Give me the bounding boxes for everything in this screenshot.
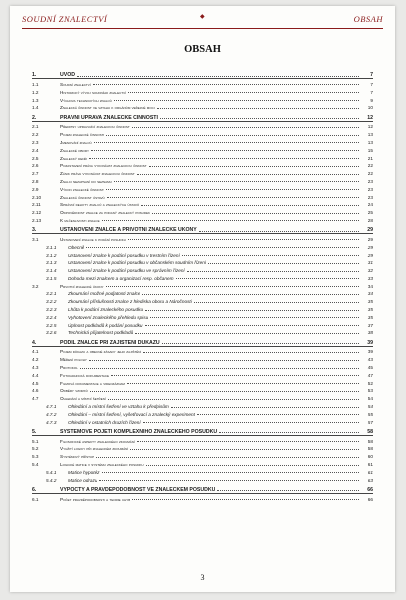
toc-entry-page: 7 (370, 72, 373, 79)
toc-entry-title: Znalci nezapsaní do seznamu (60, 178, 112, 184)
toc-leader-dots (89, 157, 359, 159)
toc-entry-number: 3.1.5 (46, 275, 57, 281)
toc-entry-page: 63 (367, 477, 373, 483)
toc-section-row (32, 207, 373, 215)
toc-section-row (32, 129, 373, 137)
toc-leader-dots (108, 398, 359, 400)
toc-subsection-row (32, 258, 373, 266)
toc-entry-page: 53 (367, 388, 373, 394)
toc-entry-page: 29 (367, 236, 373, 242)
toc-section-row (32, 494, 373, 502)
header-right-title: OBSAH (353, 14, 383, 24)
toc-entry-title: Využití logiky při znaleckém zkoumání (60, 446, 129, 452)
toc-entry-page: 13 (367, 139, 373, 145)
toc-leader-dots (91, 149, 359, 151)
toc-entry-title: Odběry vzorků (60, 388, 88, 394)
toc-entry-page: 57 (367, 419, 373, 425)
toc-entry-title: Soudní znalectví (60, 81, 91, 87)
toc-entry-page: 7 (370, 89, 373, 95)
toc-entry-number: 3.1.1 (46, 244, 57, 250)
toc-entry-number: 3.2.2 (46, 299, 57, 305)
toc-leader-dots (157, 107, 359, 109)
toc-entry-page: 47 (367, 372, 373, 378)
toc-entry-page: 22 (367, 163, 373, 169)
toc-entry-page: 32 (367, 268, 373, 274)
toc-section-row (32, 362, 373, 370)
toc-leader-dots (135, 332, 359, 334)
toc-leader-dots (137, 173, 359, 175)
toc-entry-number: 1.2 (32, 89, 39, 95)
toc-entry-title: Správní delikty znalců a znaleckých ústavů (60, 202, 140, 208)
toc-section-row (32, 192, 373, 200)
toc-entry-title: Zkoumání možné podjatosti znalce (68, 291, 141, 297)
toc-leader-dots (90, 390, 359, 392)
toc-entry-title: Znalecké obory (60, 147, 89, 153)
toc-section-row (32, 459, 373, 467)
toc-entry-number: 5.2 (32, 446, 39, 452)
toc-entry-title: Pojem znalecké činnosti (60, 132, 105, 138)
toc-entry-number: 5.4 (32, 462, 39, 467)
toc-leader-dots (106, 285, 359, 287)
toc-entry-title: Zánik práva vykonávat znaleckou činnost (60, 171, 135, 177)
toc-subsection-row (32, 296, 373, 304)
toc-subsection-row (32, 250, 373, 258)
toc-entry-page: 15 (367, 147, 373, 153)
toc-entry-page: 28 (367, 217, 373, 223)
toc-entry-number: 4.7 (32, 396, 39, 402)
toc-subsection-row (32, 475, 373, 483)
toc-leader-dots (106, 188, 359, 190)
toc-section-row (32, 79, 373, 87)
toc-entry-title: Filmová dokumentace a videozáznam (60, 380, 125, 386)
toc-entry-page: 23 (367, 178, 373, 184)
toc-entry-title: Protokol (60, 365, 78, 371)
toc-entry-title: Dohoda mezi znalcem a organizací resp. občanem (68, 275, 174, 281)
toc-section-row (32, 137, 373, 145)
toc-chapter-row (32, 225, 373, 235)
toc-leader-dots (219, 431, 359, 433)
toc-leader-dots (89, 359, 359, 361)
toc-entry-title: SYSTÉMOVÉ POJETÍ KOMPLEXNÍHO ZNALECKÉHO POSUDKU (60, 428, 218, 435)
toc-subsection-row (32, 409, 373, 417)
toc-entry-number: 3.2.4 (46, 314, 57, 320)
toc-subsection-row (32, 304, 373, 312)
toc-entry-title: Znalecký deník (60, 155, 88, 161)
toc-entry-number: 2.7 (32, 171, 39, 177)
toc-entry-page: 33 (367, 275, 373, 281)
toc-entry-page: 39 (367, 349, 373, 355)
toc-entry-number: 2.12 (32, 210, 42, 216)
toc-leader-dots (141, 204, 359, 206)
toc-entry-page: 38 (367, 330, 373, 336)
toc-section-row (32, 161, 373, 169)
toc-entry-page: 55 (367, 411, 373, 417)
toc-leader-dots (150, 316, 359, 318)
toc-leader-dots (114, 180, 359, 182)
toc-subsection-row (32, 328, 373, 336)
toc-section-row (32, 87, 373, 95)
toc-entry-number: 5.3 (32, 454, 39, 460)
toc-entry-title: Ohledání – místní šetření, vyšetřovací a znalecký experiment (68, 411, 195, 417)
toc-entry-number: 4.7.2 (46, 411, 57, 417)
toc-leader-dots (77, 75, 359, 77)
toc-entry-title: Úplnost podkladů k podání posudku (68, 322, 143, 328)
toc-entry-title: Matice hypotéz (68, 469, 100, 475)
toc-section-row (32, 451, 373, 459)
toc-entry-title: Výkon znalecké činnosti (60, 186, 105, 192)
toc-entry-number: 4.4 (32, 372, 39, 378)
toc-entry-title: Lhůta k podání znaleckého posudku (68, 307, 144, 313)
toc-entry-number: 2.1 (32, 124, 39, 130)
toc-chapter-row (32, 426, 373, 436)
toc-entry-number: 1.4 (32, 105, 39, 111)
toc-leader-dots (102, 219, 359, 221)
toc-entry-page: 45 (367, 365, 373, 371)
toc-entry-number: 2.13 (32, 217, 42, 223)
toc-chapter-row (32, 484, 373, 494)
toc-entry-title: Znalecká činnost ústavů (60, 194, 105, 200)
toc-entry-number: 4.1 (32, 349, 39, 355)
toc-entry-number: 2.10 (32, 194, 42, 200)
toc-leader-dots (176, 277, 359, 279)
toc-section-row (32, 215, 373, 223)
toc-entry-title: Měření polohy (60, 357, 87, 363)
toc-leader-dots (182, 254, 359, 256)
toc-entry-number: 4.7.1 (46, 404, 57, 410)
toc-entry-number: 5.4.2 (46, 477, 57, 483)
toc-entry-number: 6.1 (32, 496, 39, 502)
toc-entry-title: Znalecká činnost ve vztahu k orgánům veřejné moci (60, 105, 155, 111)
toc-entry-number: 1.3 (32, 97, 39, 103)
toc-entry-page: 12 (367, 114, 373, 121)
toc-entry-number: 4.6 (32, 388, 39, 394)
toc-section-row (32, 444, 373, 452)
toc-entry-page: 29 (367, 244, 373, 250)
toc-section-row (32, 281, 373, 289)
toc-section-row (32, 145, 373, 153)
toc-entry-number: 4.7.3 (46, 419, 57, 425)
toc-entry-page: 21 (367, 155, 373, 161)
toc-entry-number: 3.2 (32, 283, 39, 289)
page-number: 3 (200, 573, 205, 582)
toc-leader-dots (132, 498, 359, 500)
toc-entry-number: 4.2 (32, 357, 39, 363)
toc-entry-number: 3.2.5 (46, 322, 57, 328)
toc-chapter-row (32, 337, 373, 347)
toc-subsection-row (32, 320, 373, 328)
toc-leader-dots (145, 324, 359, 326)
toc-section-row (32, 354, 373, 362)
toc-section-row (32, 378, 373, 386)
toc-entry-page: 31 (367, 260, 373, 266)
toc-leader-dots (127, 382, 359, 384)
toc-entry-page: 39 (367, 339, 373, 346)
toc-entry-page: 60 (367, 454, 373, 460)
toc-entry-title: Ustanovení znalce k podání posudku (60, 236, 126, 242)
toc-leader-dots (86, 246, 359, 248)
toc-leader-dots (199, 230, 359, 232)
toc-leader-dots (143, 421, 359, 423)
toc-leader-dots (162, 342, 359, 344)
toc-leader-dots (80, 367, 359, 369)
toc-leader-dots (99, 479, 359, 481)
toc-entry-page: 58 (367, 438, 373, 444)
toc-entry-number: 2.2 (32, 132, 39, 138)
toc-entry-page: 35 (367, 299, 373, 305)
toc-entry-page: 52 (367, 380, 373, 386)
toc-subsection-row (32, 265, 373, 273)
toc-entry-number: 3.2.1 (46, 291, 57, 297)
toc-entry-title: PODÍL ZNALCE PŘI ZAJIŠTĚNÍ DŮKAZU (60, 339, 160, 346)
toc-entry-page: 35 (367, 314, 373, 320)
toc-leader-dots (132, 126, 359, 128)
toc-entry-number: 3.1 (32, 236, 39, 242)
toc-entry-title: Technická přijatelnost podkladů (68, 330, 134, 336)
toc-entry-title: Obecně (68, 244, 85, 250)
toc-entry-page: 7 (370, 81, 373, 87)
toc-entry-title: Předpisy upravující znaleckou činnost (60, 124, 130, 130)
toc-entry-number: 1.1 (32, 81, 39, 87)
toc-entry-page: 43 (367, 357, 373, 363)
header-ornament-icon: ◆ (199, 14, 206, 20)
toc-leader-dots (130, 448, 359, 450)
toc-subsection-row (32, 401, 373, 409)
toc-leader-dots (152, 212, 359, 214)
toc-entry-title: Fotografická dokumentace (60, 372, 110, 378)
toc-section-row (32, 393, 373, 401)
toc-section-row (32, 176, 373, 184)
toc-leader-dots (114, 99, 359, 101)
page-title: OBSAH (184, 44, 221, 55)
toc-entry-title: Ustanovení znalce k podání posudku ve správním řízení (68, 268, 185, 274)
toc-entry-page: 58 (367, 428, 373, 435)
toc-entry-page: 23 (367, 194, 373, 200)
document-page (10, 6, 395, 592)
toc-entry-number: 5.4.1 (46, 469, 57, 475)
toc-leader-dots (145, 309, 359, 311)
toc-entry-number: 3.1.4 (46, 268, 57, 274)
toc-entry-number: 2.5 (32, 155, 39, 161)
toc-section-row (32, 200, 373, 208)
toc-entry-title: Odpovědnost znalce za podaný znalecký posudek (60, 210, 151, 216)
toc-entry-number: 2.6 (32, 163, 39, 169)
toc-entry-number: 2.9 (32, 186, 39, 192)
toc-entry-number: 2.3 (32, 139, 39, 145)
toc-entry-page: 66 (367, 496, 373, 502)
toc-entry-page: 61 (367, 469, 373, 475)
toc-leader-dots (208, 262, 359, 264)
toc-section-row (32, 168, 373, 176)
toc-entry-title: Logické matice v systému znaleckého posudku (60, 462, 144, 467)
toc-entry-number: 2.4 (32, 147, 39, 153)
toc-entry-page: 13 (367, 132, 373, 138)
toc-entry-number: 5.1 (32, 438, 39, 444)
toc-entry-page: 25 (367, 210, 373, 216)
toc-entry-title: Ustanovení znalce k podání posudku v občanském soudním řízení (68, 260, 207, 266)
toc-entry-page: 35 (367, 307, 373, 313)
toc-entry-page: 54 (367, 396, 373, 402)
toc-section-row (32, 234, 373, 242)
toc-entry-page: 9 (370, 97, 373, 103)
toc-entry-number: 4. (32, 339, 37, 346)
toc-entry-page: 12 (367, 124, 373, 130)
toc-entry-page: 54 (367, 404, 373, 410)
toc-entry-number: 4.3 (32, 365, 39, 371)
toc-entry-number: 3.1.2 (46, 252, 57, 258)
toc-entry-number: 3.1.3 (46, 260, 57, 266)
toc-entry-title: Ohledání a místní šetření (60, 396, 106, 402)
toc-subsection-row (32, 289, 373, 297)
toc-entry-page: 66 (367, 486, 373, 493)
toc-entry-title: Ohledání a místní šetření ve vztahu k předpisům (68, 404, 169, 410)
toc-leader-dots (93, 83, 359, 85)
toc-leader-dots (102, 471, 359, 473)
toc-entry-title: Ustanovení znalce k podání posudku v trestním řízení (68, 252, 180, 258)
toc-entry-title: Systémový přístup (60, 454, 95, 460)
toc-leader-dots (94, 141, 359, 143)
toc-section-row (32, 436, 373, 444)
toc-leader-dots (217, 489, 359, 491)
toc-entry-title: Vyhotovení znaleckého přehledu spisu (68, 314, 149, 320)
toc-leader-dots (106, 134, 359, 136)
running-header (22, 14, 383, 29)
toc-leader-dots (149, 165, 359, 167)
toc-leader-dots (146, 464, 359, 466)
toc-section-row (32, 184, 373, 192)
toc-leader-dots (197, 413, 359, 415)
toc-section-row (32, 370, 373, 378)
toc-entry-page: 22 (367, 171, 373, 177)
toc-entry-page: 37 (367, 322, 373, 328)
toc-entry-number: 2. (32, 114, 37, 121)
toc-entry-page: 34 (367, 283, 373, 289)
toc-entry-title: Pozastavení práva vykonávat znaleckou činnost (60, 163, 147, 169)
toc-section-row (32, 386, 373, 394)
toc-entry-page: 29 (367, 227, 373, 234)
toc-entry-title: Jmenování znalců (60, 139, 92, 145)
toc-entry-page: 23 (367, 186, 373, 192)
toc-entry-page: 10 (367, 105, 373, 111)
toc-section-row (32, 103, 373, 111)
toc-leader-dots (142, 293, 359, 295)
toc-leader-dots (128, 91, 359, 93)
toc-entry-title: Zkoumání příslušnosti znalce z hlediska oboru a Náročnosti (68, 299, 192, 305)
toc-leader-dots (137, 440, 359, 442)
toc-section-row (32, 347, 373, 355)
toc-entry-title: VÝPOČTY A PRAVDĚPODOBNOST VE ZNALECKÉM POSUDKU (60, 486, 216, 493)
toc-entry-number: 2.11 (32, 202, 41, 208)
toc-entry-number: 3.2.6 (46, 330, 57, 336)
toc-entry-title: Prvotní znalecké úkony (60, 283, 104, 289)
toc-entry-number: 3.2.3 (46, 307, 57, 313)
toc-entry-number: 6. (32, 486, 37, 493)
toc-subsection-row (32, 273, 373, 281)
toc-entry-title: Pojem důkazu a obecné zásady jeho zajištění (60, 349, 142, 355)
toc-leader-dots (171, 406, 359, 408)
toc-leader-dots (194, 301, 359, 303)
toc-entry-number: 3. (32, 227, 37, 234)
toc-entry-number: 4.5 (32, 380, 39, 386)
toc-entry-title: PRÁVNÍ ÚPRAVA ZNALECKÉ ČINNOSTI (60, 114, 158, 121)
toc-entry-title: Matice odrazu (68, 477, 98, 483)
toc-entry-page: 24 (367, 202, 373, 208)
toc-leader-dots (128, 238, 359, 240)
toc-entry-title: Počet pravděpodobnosti a teorie chyb (60, 496, 131, 502)
toc-entry-number: 2.8 (32, 178, 39, 184)
toc-leader-dots (111, 374, 359, 376)
toc-entry-title: Ohledání v ostatních druzích řízení (68, 419, 141, 425)
toc-subsection-row (32, 242, 373, 250)
toc-chapter-row (32, 70, 373, 80)
toc-entry-page: 29 (367, 252, 373, 258)
toc-leader-dots (96, 456, 359, 458)
toc-chapter-row (32, 112, 373, 122)
toc-entry-title: Výchova technických znalců (60, 97, 112, 103)
table-of-contents (32, 68, 373, 502)
toc-leader-dots (160, 117, 359, 119)
toc-leader-dots (187, 270, 359, 272)
toc-entry-title: K mlčenlivosti znalce (60, 217, 100, 223)
toc-leader-dots (143, 351, 359, 353)
toc-section-row (32, 95, 373, 103)
toc-subsection-row (32, 312, 373, 320)
toc-entry-title: Filosofické aspekty znaleckého zkoumání (60, 438, 135, 444)
toc-section-row (32, 122, 373, 130)
toc-entry-title: Historický vývoj soudního znalectví (60, 89, 126, 95)
toc-entry-title: ÚVOD (60, 72, 75, 79)
header-left-title: SOUDNÍ ZNALECTVÍ (22, 14, 108, 24)
toc-subsection-row (32, 417, 373, 425)
toc-entry-page: 34 (367, 291, 373, 297)
toc-entry-page: 58 (367, 446, 373, 452)
toc-entry-number: 5. (32, 428, 37, 435)
toc-leader-dots (107, 196, 359, 198)
toc-entry-title: USTANOVENÍ ZNALCE A PRIVOTNÍ ZNALECKÉ ÚKONY (60, 227, 197, 234)
toc-section-row (32, 153, 373, 161)
toc-entry-number: 1. (32, 72, 37, 79)
toc-subsection-row (32, 467, 373, 475)
toc-entry-page: 61 (367, 462, 373, 467)
